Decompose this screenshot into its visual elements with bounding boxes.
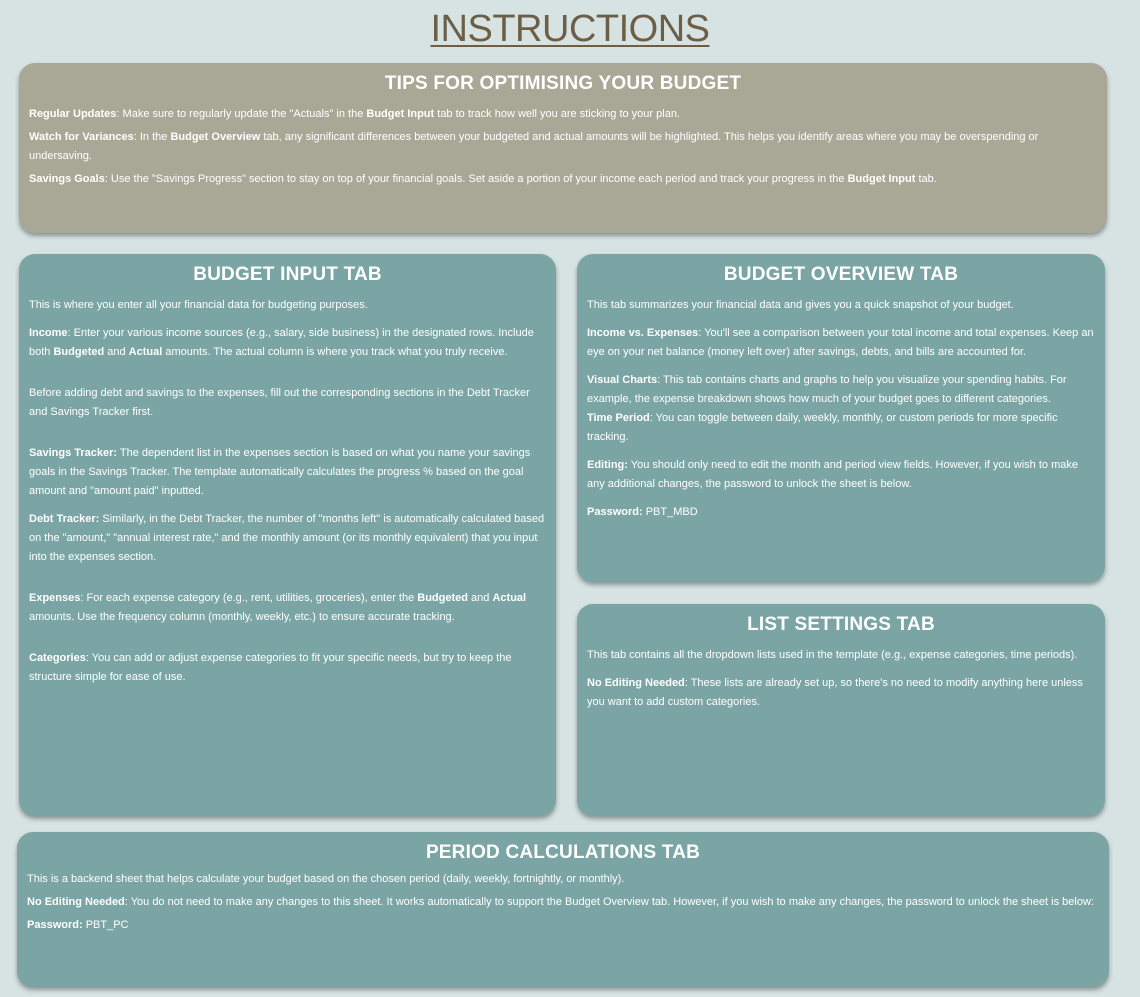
income-text: and	[104, 346, 129, 358]
debt-tracker-text: Similarly, in the Debt Tracker, the number of "months left" is automatically calculated based on the "amount," "annual interest rate," and the monthly amount (or its monthly equivalent) that you input into the expenses section.	[29, 513, 545, 563]
password-label: Password:	[587, 506, 643, 518]
page-title: INSTRUCTIONS	[430, 8, 710, 50]
no-editing-text: : These lists are already set up, so there's no need to modify anything here unless you want to add custom categories.	[587, 677, 1083, 708]
expenses-text: : For each expense category (e.g., rent, utilities, groceries), enter the	[80, 592, 418, 604]
tip-text: tab.	[915, 173, 937, 185]
budget-input-intro: This is where you enter all your financial data for budgeting purposes.	[29, 299, 368, 311]
editing-instruction	[587, 456, 1095, 494]
tip-emphasis: Budget Input	[847, 173, 916, 185]
income-text: amounts. The actual column is where you track what you truly receive.	[162, 346, 508, 358]
tip-text: : In the	[133, 131, 171, 143]
overview-password	[587, 503, 1095, 522]
income-vs-expenses-text: : You'll see a comparison between your total income and total expenses. Keep an eye on your net balance (money left over) after savings, debts, and bills are accounted for.	[587, 327, 1094, 358]
tip-text: : Use the "Savings Progress" section to stay on top of your financial goals. Set aside a portion of your income each period and track your progress in the	[104, 173, 848, 185]
debt-tracker-label: Debt Tracker:	[29, 513, 100, 525]
tip-savings-goals	[29, 170, 1097, 189]
income-instruction	[29, 324, 546, 362]
budget-input-heading: BUDGET INPUT TAB	[193, 264, 382, 285]
period-calculations-heading: PERIOD CALCULATIONS TAB	[425, 842, 701, 863]
budgeted-emphasis: Budgeted	[417, 592, 468, 604]
list-settings-intro: This tab contains all the dropdown lists used in the template (e.g., expense categories, time periods).	[587, 649, 1078, 661]
period-calculations-no-edit	[27, 893, 1099, 912]
tip-text: tab, any significant differences between your budgeted and actual amounts will be highlighted. This helps you identify areas where you may be overspending or undersaving.	[29, 131, 1039, 162]
budget-overview-intro: This tab summarizes your financial data and gives you a quick snapshot of your budget.	[587, 299, 1014, 311]
income-vs-expenses-instruction	[587, 324, 1095, 362]
tip-label: Regular Updates	[29, 108, 117, 120]
no-editing-label: No Editing Needed	[27, 896, 125, 908]
no-editing-text: : You do not need to make any changes to this sheet. It works automatically to support the Budget Overview tab. However, if you wish to make any changes, the password to unlock the sheet is below:	[124, 896, 1094, 908]
tip-text: tab to track how well you are sticking to your plan.	[434, 108, 680, 120]
expenses-text: and	[468, 592, 493, 604]
savings-tracker-text: The dependent list in the expenses section is based on what you name your savings goals in the Savings Tracker. The template automatically calculates the progress % based on the goal amount and "amount paid" inputted.	[29, 447, 531, 497]
list-settings-heading: LIST SETTINGS TAB	[747, 614, 935, 635]
visual-charts-label: Visual Charts	[587, 374, 658, 386]
tips-heading: TIPS FOR OPTIMISING YOUR BUDGET	[384, 73, 742, 94]
editing-text: You should only need to edit the month and period view fields. However, if you wish to make any additional changes, the password to unlock the sheet is below.	[587, 459, 1078, 490]
tip-emphasis: Budget Overview	[170, 131, 261, 143]
time-period-text: : You can toggle between daily, weekly, monthly, or custom periods for more specific tracking.	[587, 412, 1058, 443]
tip-text: : Make sure to regularly update the "Actuals" in the	[116, 108, 367, 120]
period-password	[27, 916, 1099, 935]
budget-overview-heading: BUDGET OVERVIEW TAB	[723, 264, 959, 285]
tip-watch-variances	[29, 128, 1097, 166]
period-calculations-panel	[17, 832, 1109, 987]
period-calculations-intro: This is a backend sheet that helps calculate your budget based on the chosen period (daily, weekly, fortnightly, or monthly).	[27, 873, 625, 885]
no-editing-label: No Editing Needed	[587, 677, 685, 689]
tip-label: Savings Goals	[29, 173, 105, 185]
password-value: PBT_MBD	[642, 506, 698, 518]
actual-emphasis: Actual	[128, 346, 163, 358]
savings-tracker-label: Savings Tracker:	[29, 447, 118, 459]
categories-label: Categories	[29, 652, 86, 664]
actual-emphasis: Actual	[492, 592, 527, 604]
editing-label: Editing:	[587, 459, 628, 471]
categories-instruction	[29, 649, 546, 687]
debt-savings-note: Before adding debt and savings to the expenses, fill out the corresponding sections in the Debt Tracker and Savings Tracker first.	[29, 387, 530, 418]
tips-panel	[19, 63, 1107, 233]
tip-regular-updates	[29, 105, 1097, 124]
budgeted-emphasis: Budgeted	[53, 346, 105, 358]
budget-input-panel	[19, 254, 556, 816]
income-label: Income	[29, 327, 68, 339]
visual-charts-text: : This tab contains charts and graphs to help you visualize your spending habits. For example, the expense breakdown shows how much of your budget goes to different categories.	[587, 374, 1067, 405]
tip-label: Watch for Variances	[29, 131, 134, 143]
expenses-text: amounts. Use the frequency column (monthly, weekly, etc.) to ensure accurate tracking.	[29, 611, 455, 623]
tip-emphasis: Budget Input	[366, 108, 435, 120]
debt-tracker-instruction	[29, 510, 546, 567]
password-label: Password:	[27, 919, 83, 931]
income-text: : Enter your various income sources (e.g., salary, side business) in the designated rows. Include both	[29, 327, 534, 358]
categories-text: : You can add or adjust expense categories to fit your specific needs, but try to keep the structure simple for ease of use.	[29, 652, 512, 683]
time-period-label: Time Period	[587, 412, 650, 424]
expenses-label: Expenses	[29, 592, 81, 604]
list-settings-no-edit	[587, 674, 1095, 712]
password-value: PBT_PC	[82, 919, 129, 931]
expenses-instruction	[29, 589, 546, 627]
list-settings-panel	[577, 604, 1105, 816]
income-vs-expenses-label: Income vs. Expenses	[587, 327, 699, 339]
time-period-instruction	[587, 409, 1095, 447]
savings-tracker-instruction	[29, 444, 546, 501]
budget-overview-panel	[577, 254, 1105, 582]
visual-charts-instruction	[587, 371, 1095, 409]
